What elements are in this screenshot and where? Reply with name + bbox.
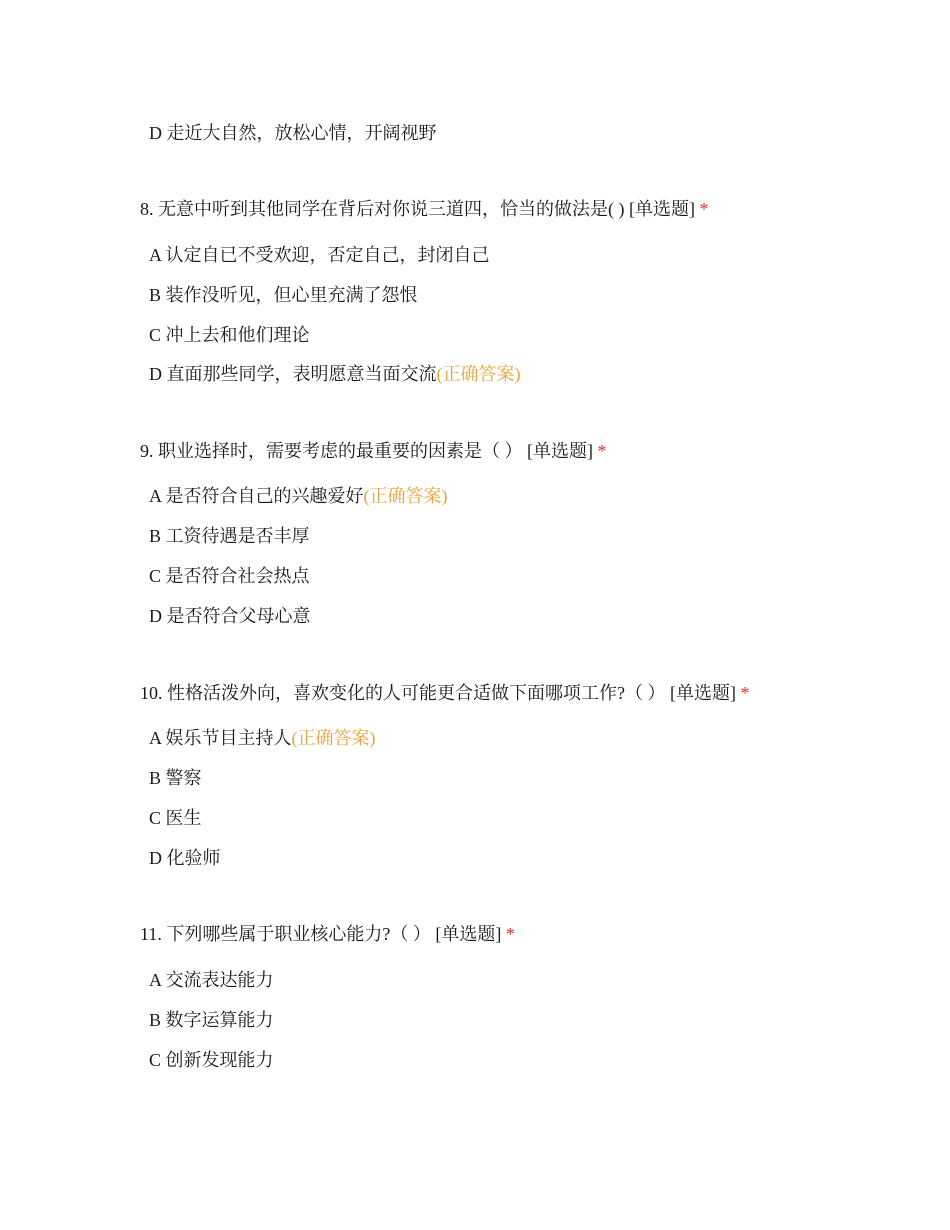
option-item[interactable] [149,806,202,830]
question-text: 9. 职业选择时，需要考虑的最重要的因素是（ ） [单选题] [140,441,593,461]
question-title [140,197,708,221]
option-label: A 是否符合自己的兴趣爱好 [149,486,364,506]
option-label: C 医生 [149,808,202,828]
option-item[interactable] [149,1008,274,1032]
option-label: C 冲上去和他们理论 [149,325,310,345]
option-label: B 警察 [149,768,202,788]
question-title [140,681,749,705]
option-item[interactable] [149,1048,274,1072]
option-label: B 工资待遇是否丰厚 [149,526,310,546]
option-label: A 认定自已不受欢迎，否定自己，封闭自己 [149,245,490,265]
question-title [140,439,607,463]
question-text: 11. 下列哪些属于职业核心能力?（ ） [单选题] [140,924,502,944]
option-label: C 创新发现能力 [149,1050,274,1070]
option-label: D 走近大自然，放松心情，开阔视野 [149,123,437,143]
option-item[interactable] [149,604,311,628]
question-text: 10. 性格活泼外向，喜欢变化的人可能更合适做下面哪项工作?（ ） [单选题] [140,683,736,703]
required-mark: * [699,199,709,219]
option-item[interactable] [149,323,310,347]
option-label: B 数字运算能力 [149,1010,274,1030]
option-item[interactable] [149,726,376,750]
option-item[interactable] [149,524,310,548]
option-item[interactable] [149,766,202,790]
option-item[interactable] [149,121,437,145]
option-label: A 娱乐节目主持人 [149,728,292,748]
option-item[interactable] [149,362,521,386]
option-label: D 是否符合父母心意 [149,606,311,626]
option-label: D 直面那些同学，表明愿意当面交流 [149,364,437,384]
correct-answer-note: (正确答案) [291,728,376,748]
required-mark: * [597,441,607,461]
option-label: D 化验师 [149,848,221,868]
option-item[interactable] [149,846,221,870]
option-label: B 装作没听见，但心里充满了怨恨 [149,285,418,305]
option-item[interactable] [149,564,310,588]
correct-answer-note: (正确答案) [436,364,521,384]
option-item[interactable] [149,484,448,508]
question-text: 8. 无意中听到其他同学在背后对你说三道四，恰当的做法是( ) [单选题] [140,199,695,219]
question-title [140,922,515,946]
required-mark: * [505,924,515,944]
option-label: C 是否符合社会热点 [149,566,310,586]
option-item[interactable] [149,243,490,267]
required-mark: * [740,683,750,703]
option-label: A 交流表达能力 [149,970,274,990]
option-item[interactable] [149,283,418,307]
option-item[interactable] [149,968,274,992]
correct-answer-note: (正确答案) [363,486,448,506]
